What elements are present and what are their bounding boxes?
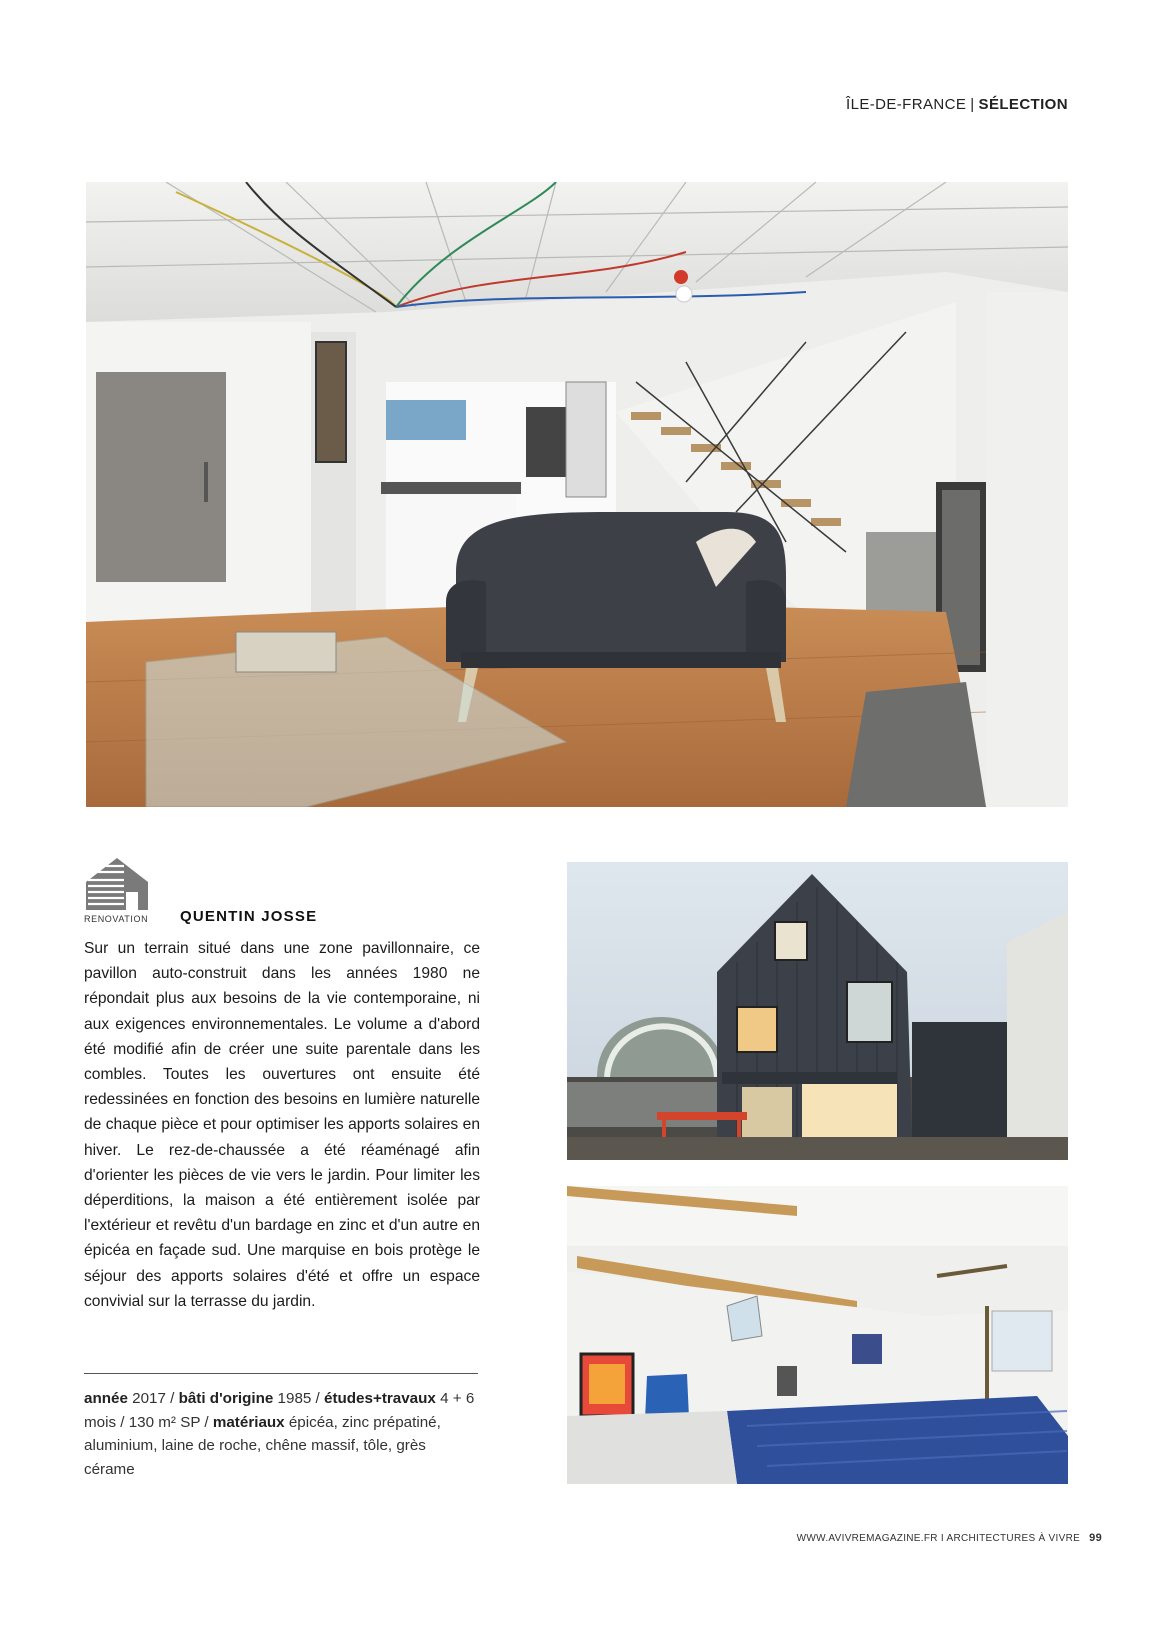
exterior-photo — [567, 862, 1068, 1160]
year-label: année — [84, 1390, 128, 1407]
bedroom-photo — [567, 1186, 1068, 1484]
footer-separator: I — [940, 1533, 944, 1544]
renovation-badge — [84, 856, 154, 924]
header-separator: | — [970, 96, 975, 113]
header-section: SÉLECTION — [978, 96, 1068, 113]
divider — [84, 1373, 478, 1374]
page-footer — [797, 1532, 1102, 1544]
materials-value: épicéa, zinc prépatiné, aluminium, laine de roche, chêne massif, tôle, grès cérame — [84, 1413, 441, 1478]
footer-magazine: ARCHITECTURES À VIVRE — [946, 1533, 1081, 1544]
page-number: 99 — [1089, 1532, 1102, 1544]
year-value: 2017 / — [127, 1390, 179, 1407]
origin-value: 1985 / — [273, 1390, 324, 1407]
materials-label: matériaux — [212, 1413, 285, 1431]
studies-value: 4 + 6 mois / 130 m² SP / — [84, 1390, 475, 1431]
project-credits — [84, 1387, 480, 1481]
origin-label: bâti d'origine — [178, 1390, 274, 1407]
house-renovation-icon — [84, 856, 150, 910]
footer-site: WWW.AVIVREMAGAZINE.FR — [796, 1533, 938, 1544]
architect-name: QUENTIN JOSSE — [180, 908, 318, 925]
article-body — [84, 936, 480, 1314]
living-room-photo — [86, 182, 1068, 807]
studies-label: études+travaux — [324, 1390, 436, 1407]
article-paragraph: Sur un terrain situé dans une zone pavillonnaire, ce pavillon auto-construit dans les années 1980 ne répondait plus aux besoins de la vie contemporaine, ni aux exigences environnementales. Le volume a d'abord été modifié afin de créer une suite parentale dans les combles. Toutes les ouvertures ont ensuite été redessinées en fonction des besoins en lumière naturelle de chaque pièce et pour optimiser les apports solaires en hiver. Le rez-de-chaussée a été réaménagé afin d'orienter les pièces de vie vers le jardin. Pour limiter les déperditions, la maison a été entièrement isolée par l'extérieur et revêtu d'un bardage en zinc et d'un autre en épicéa en façade sud. Une marquise en bois protège le séjour des apports solaires d'été et offre un espace convivial sur la terrasse du jardin. — [84, 940, 480, 1310]
badge-label: RENOVATION — [84, 914, 149, 924]
section-header — [846, 96, 1068, 113]
header-region: ÎLE-DE-FRANCE — [846, 96, 967, 113]
